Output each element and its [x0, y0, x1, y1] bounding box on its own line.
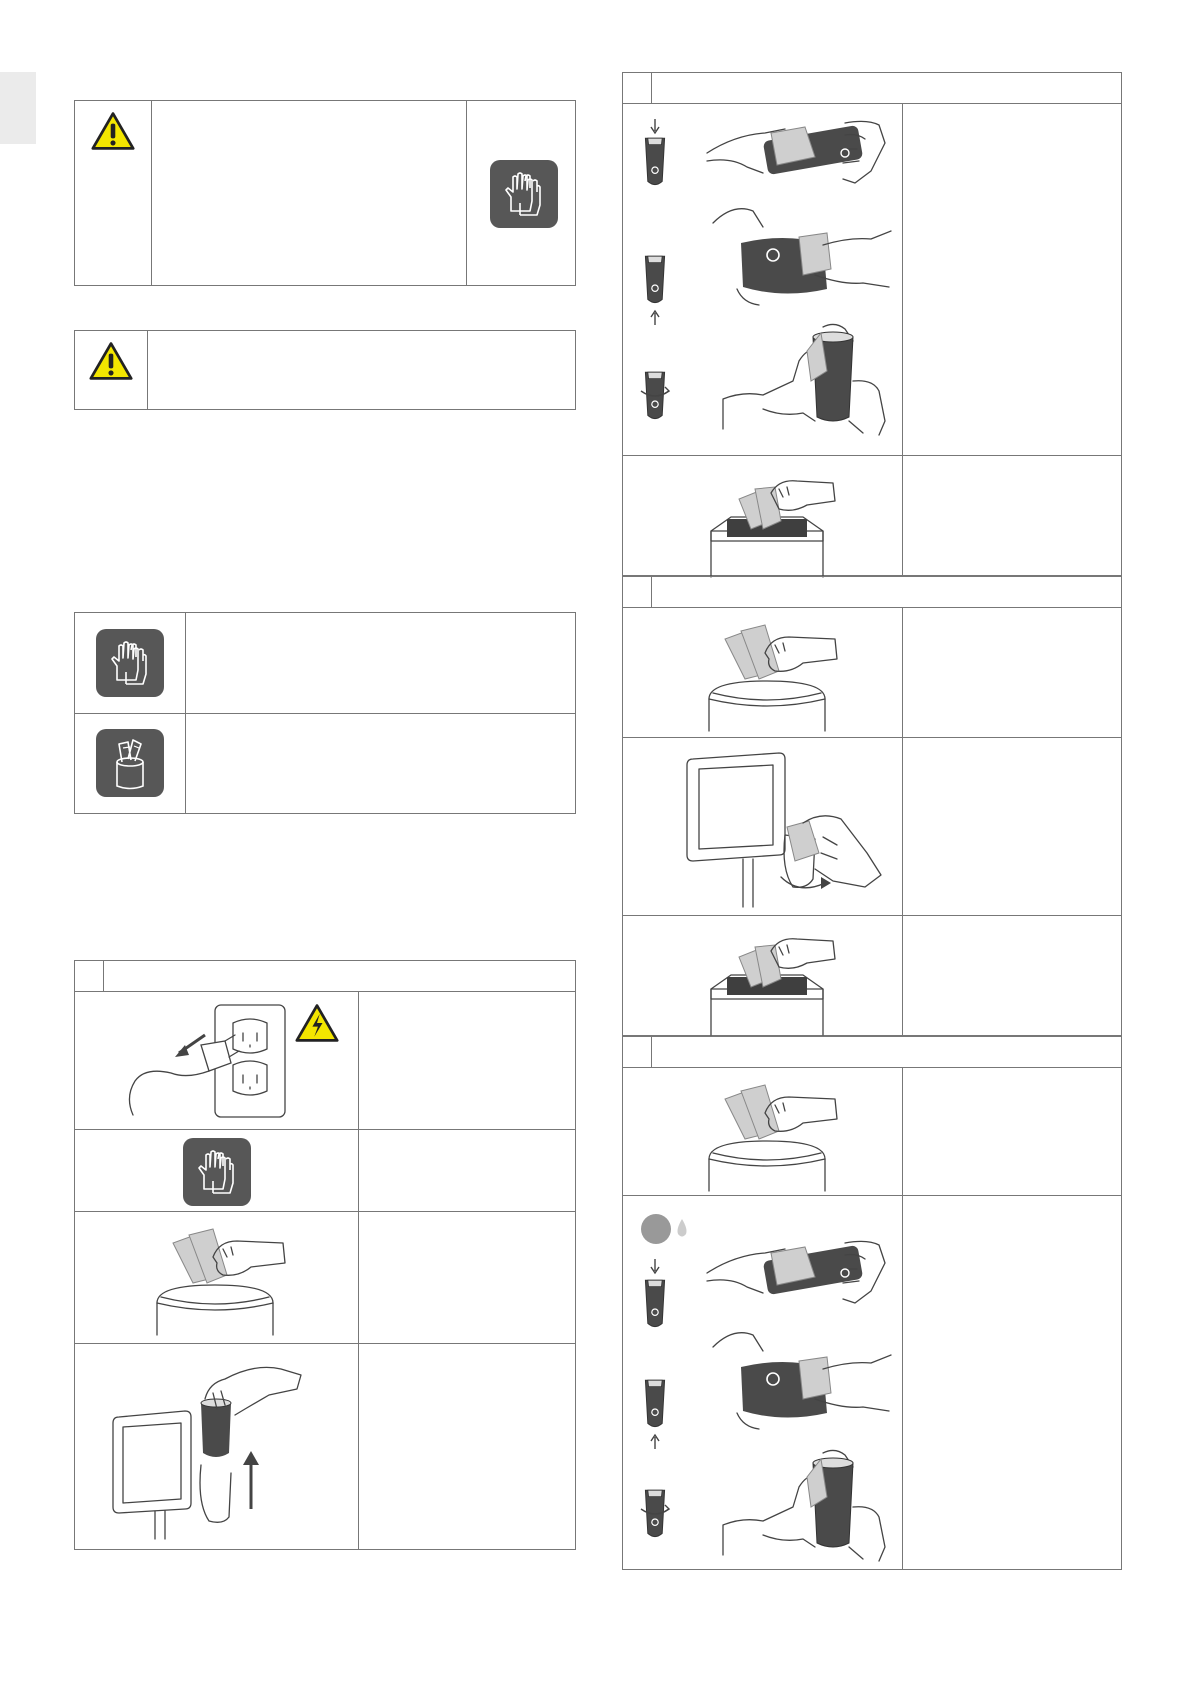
- holder-mini-icon: [643, 253, 667, 309]
- rotate-icon: [639, 1501, 671, 1517]
- wipe-holder-illustration: [695, 113, 895, 193]
- gloves-icon: [182, 1137, 252, 1207]
- side-tab: [0, 72, 36, 144]
- discard-wipe-illustration: [667, 459, 867, 579]
- procedure-table-a: [74, 960, 576, 1550]
- warning-box: [74, 330, 576, 410]
- gloves-icon: [95, 628, 165, 698]
- clean-holder-inside-illustration: [703, 321, 903, 441]
- disinfectant-wipes-icon: [95, 728, 165, 798]
- discard-wipe-illustration: [667, 917, 867, 1037]
- arrow-down-icon: [649, 119, 661, 135]
- warning-triangle-icon: [91, 111, 135, 151]
- required-items-table: [74, 612, 576, 814]
- rotate-icon: [639, 383, 671, 399]
- wait-dot-icon: [641, 1213, 691, 1245]
- procedure-table-d: [622, 1036, 1122, 1570]
- take-wipe-illustration: [115, 1217, 315, 1337]
- arrow-up-icon: [649, 309, 661, 325]
- clean-holder-bottom-illustration: [703, 203, 903, 313]
- clean-holder-bottom-illustration: [703, 1327, 903, 1437]
- clean-holder-inside-illustration: [703, 1447, 903, 1567]
- procedure-table-c: [622, 576, 1122, 1036]
- holder-mini-icon: [643, 1277, 667, 1333]
- holder-mini-icon: [643, 135, 667, 191]
- take-wipe-illustration: [667, 613, 867, 733]
- procedure-table-b: [622, 72, 1122, 576]
- electric-shock-icon: [295, 1003, 339, 1043]
- gloves-icon: [489, 159, 559, 229]
- clean-mount-illustration: [653, 749, 893, 909]
- arrow-down-icon: [649, 1259, 661, 1275]
- wipe-holder-illustration: [695, 1233, 895, 1313]
- warning-box-gloves: [74, 100, 576, 286]
- take-wipe-illustration: [667, 1073, 867, 1193]
- arrow-up-icon: [649, 1433, 661, 1449]
- remove-holder-illustration: [105, 1353, 345, 1543]
- holder-mini-icon: [643, 1377, 667, 1433]
- warning-triangle-icon: [89, 341, 133, 381]
